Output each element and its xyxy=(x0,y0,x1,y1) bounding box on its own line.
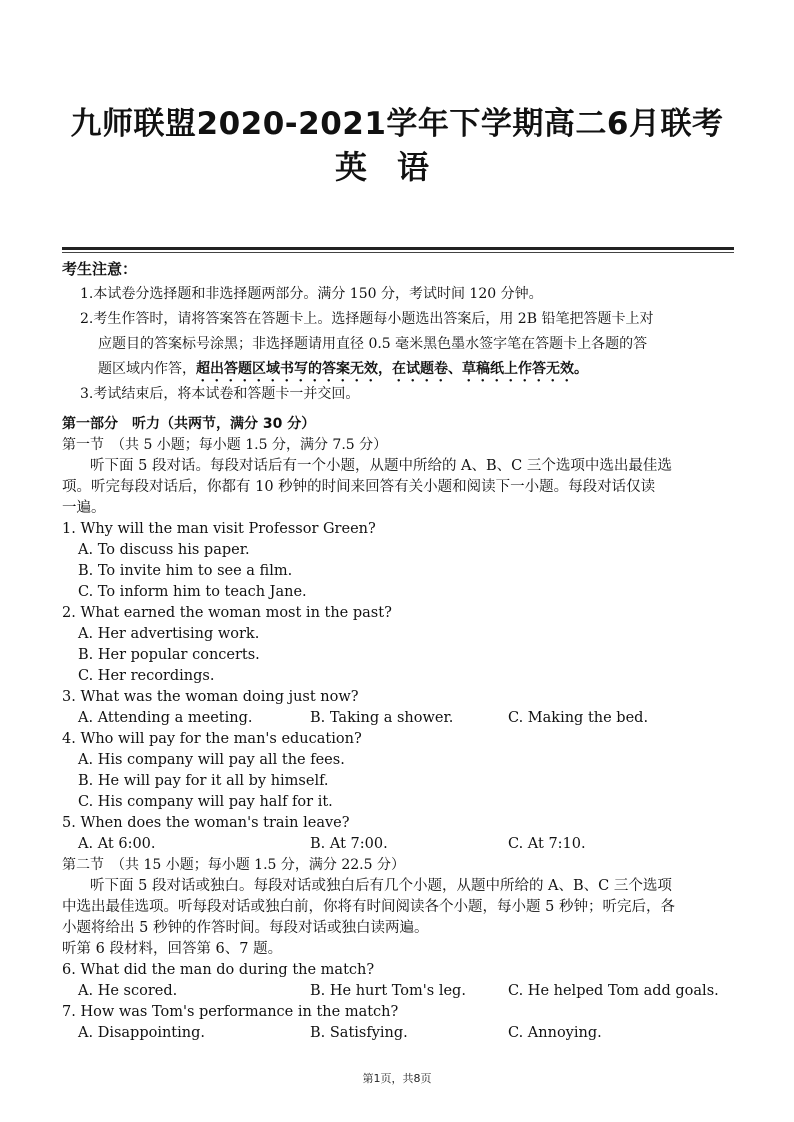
section1-instruction-1: 听下面 5 段对话。每段对话后有一个小题，从题中所给的 A、B、C 三个选项中选出最佳选 xyxy=(90,458,672,474)
question-7: 7. How was Tom's performance in the match? xyxy=(62,1004,399,1020)
subject-title: 英语 xyxy=(334,148,459,186)
material-6-instruction: 听第 6 段材料，回答第 6、7 题。 xyxy=(62,941,283,957)
section2-instruction-3: 小题将给出 5 秒钟的作答时间。每段对话或独白读两遍。 xyxy=(62,920,429,936)
notice-heading: 考生注意： xyxy=(62,260,138,278)
question-6-option-b: B. He hurt Tom's leg. xyxy=(310,983,466,999)
section2-instruction-1: 听下面 5 段对话或独白。每段对话或独白后有几个小题，从题中所给的 A、B、C 三个选项 xyxy=(90,878,672,894)
notice-item-2-tail: 题区域内作答， xyxy=(98,361,196,377)
question-3-option-a: A. Attending a meeting. xyxy=(78,710,253,726)
notice-item-2-cont2 xyxy=(62,357,734,382)
page-number: 第1页，共8页 xyxy=(362,1072,432,1085)
question-6-option-c: C. He helped Tom add goals. xyxy=(508,983,719,999)
notice-item-2-cont: 应题目的答案标号涂黑；非选择题请用直径 0.5 毫米黑色墨水签字笔在答题卡上各题的答 xyxy=(98,336,648,352)
question-6-options xyxy=(62,981,734,1002)
question-7-option-b: B. Satisfying. xyxy=(310,1025,408,1041)
question-4-option-b: B. He will pay for it all by himself. xyxy=(78,773,329,789)
question-2: 2. What earned the woman most in the past? xyxy=(62,605,392,621)
section1-heading: 第一节 （共 5 小题；每小题 1.5 分，满分 7.5 分） xyxy=(62,437,388,453)
section2-instruction-2: 中选出最佳选项。听每段对话或独白前，你将有时间阅读各个小题，每小题 5 秒钟；听完后，各 xyxy=(62,899,675,915)
notice-item-3: 3.考试结束后，将本试卷和答题卡一并交回。 xyxy=(80,386,360,402)
question-1-option-b: B. To invite him to see a film. xyxy=(78,563,293,579)
question-7-option-a: A. Disappointing. xyxy=(78,1025,206,1041)
notice-emphasis: 超出答题区域书写的答案无效，在试题卷、草稿纸上作答无效。 xyxy=(196,361,588,377)
notice-item-1: 1.本试卷分选择题和非选择题两部分。满分 150 分，考试时间 120 分钟。 xyxy=(80,286,543,302)
question-2-option-b: B. Her popular concerts. xyxy=(78,647,260,663)
question-4-option-c: C. His company will pay half for it. xyxy=(78,794,333,810)
question-3-option-b: B. Taking a shower. xyxy=(310,710,454,726)
section1-instruction-3: 一遍。 xyxy=(62,500,106,516)
question-3-options xyxy=(62,708,734,729)
part1-heading: 第一部分 听力（共两节，满分 30 分） xyxy=(62,416,316,432)
header-rule-thin xyxy=(62,252,734,253)
question-3: 3. What was the woman doing just now? xyxy=(62,689,359,705)
question-5-option-c: C. At 7:10. xyxy=(508,836,586,852)
question-5-option-b: B. At 7:00. xyxy=(310,836,388,852)
section1-instruction-2: 项。听完每段对话后，你都有 10 秒钟的时间来回答有关小题和阅读下一小题。每段对话仅读 xyxy=(62,479,656,495)
question-5-option-a: A. At 6:00. xyxy=(78,836,156,852)
exam-title: 九师联盟2020-2021学年下学期高二6月联考 xyxy=(70,106,724,142)
question-6: 6. What did the man do during the match? xyxy=(62,962,375,978)
question-3-option-c: C. Making the bed. xyxy=(508,710,649,726)
notice-item-2: 2.考生作答时，请将答案答在答题卡上。选择题每小题选出答案后，用 2B 铅笔把答题卡上对 xyxy=(80,311,654,327)
question-2-option-a: A. Her advertising work. xyxy=(78,626,260,642)
question-2-option-c: C. Her recordings. xyxy=(78,668,215,684)
question-5: 5. When does the woman's train leave? xyxy=(62,815,350,831)
question-7-options xyxy=(62,1023,734,1044)
question-6-option-a: A. He scored. xyxy=(78,983,178,999)
header-rule-thick xyxy=(62,247,734,250)
question-5-options xyxy=(62,834,734,855)
section2-heading: 第二节 （共 15 小题；每小题 1.5 分，满分 22.5 分） xyxy=(62,857,405,873)
exam-content xyxy=(62,256,734,1044)
question-4-option-a: A. His company will pay all the fees. xyxy=(78,752,345,768)
question-7-option-c: C. Annoying. xyxy=(508,1025,602,1041)
question-1-option-a: A. To discuss his paper. xyxy=(78,542,250,558)
question-1-option-c: C. To inform him to teach Jane. xyxy=(78,584,307,600)
question-4: 4. Who will pay for the man's education? xyxy=(62,731,362,747)
question-1: 1. Why will the man visit Professor Green? xyxy=(62,521,376,537)
